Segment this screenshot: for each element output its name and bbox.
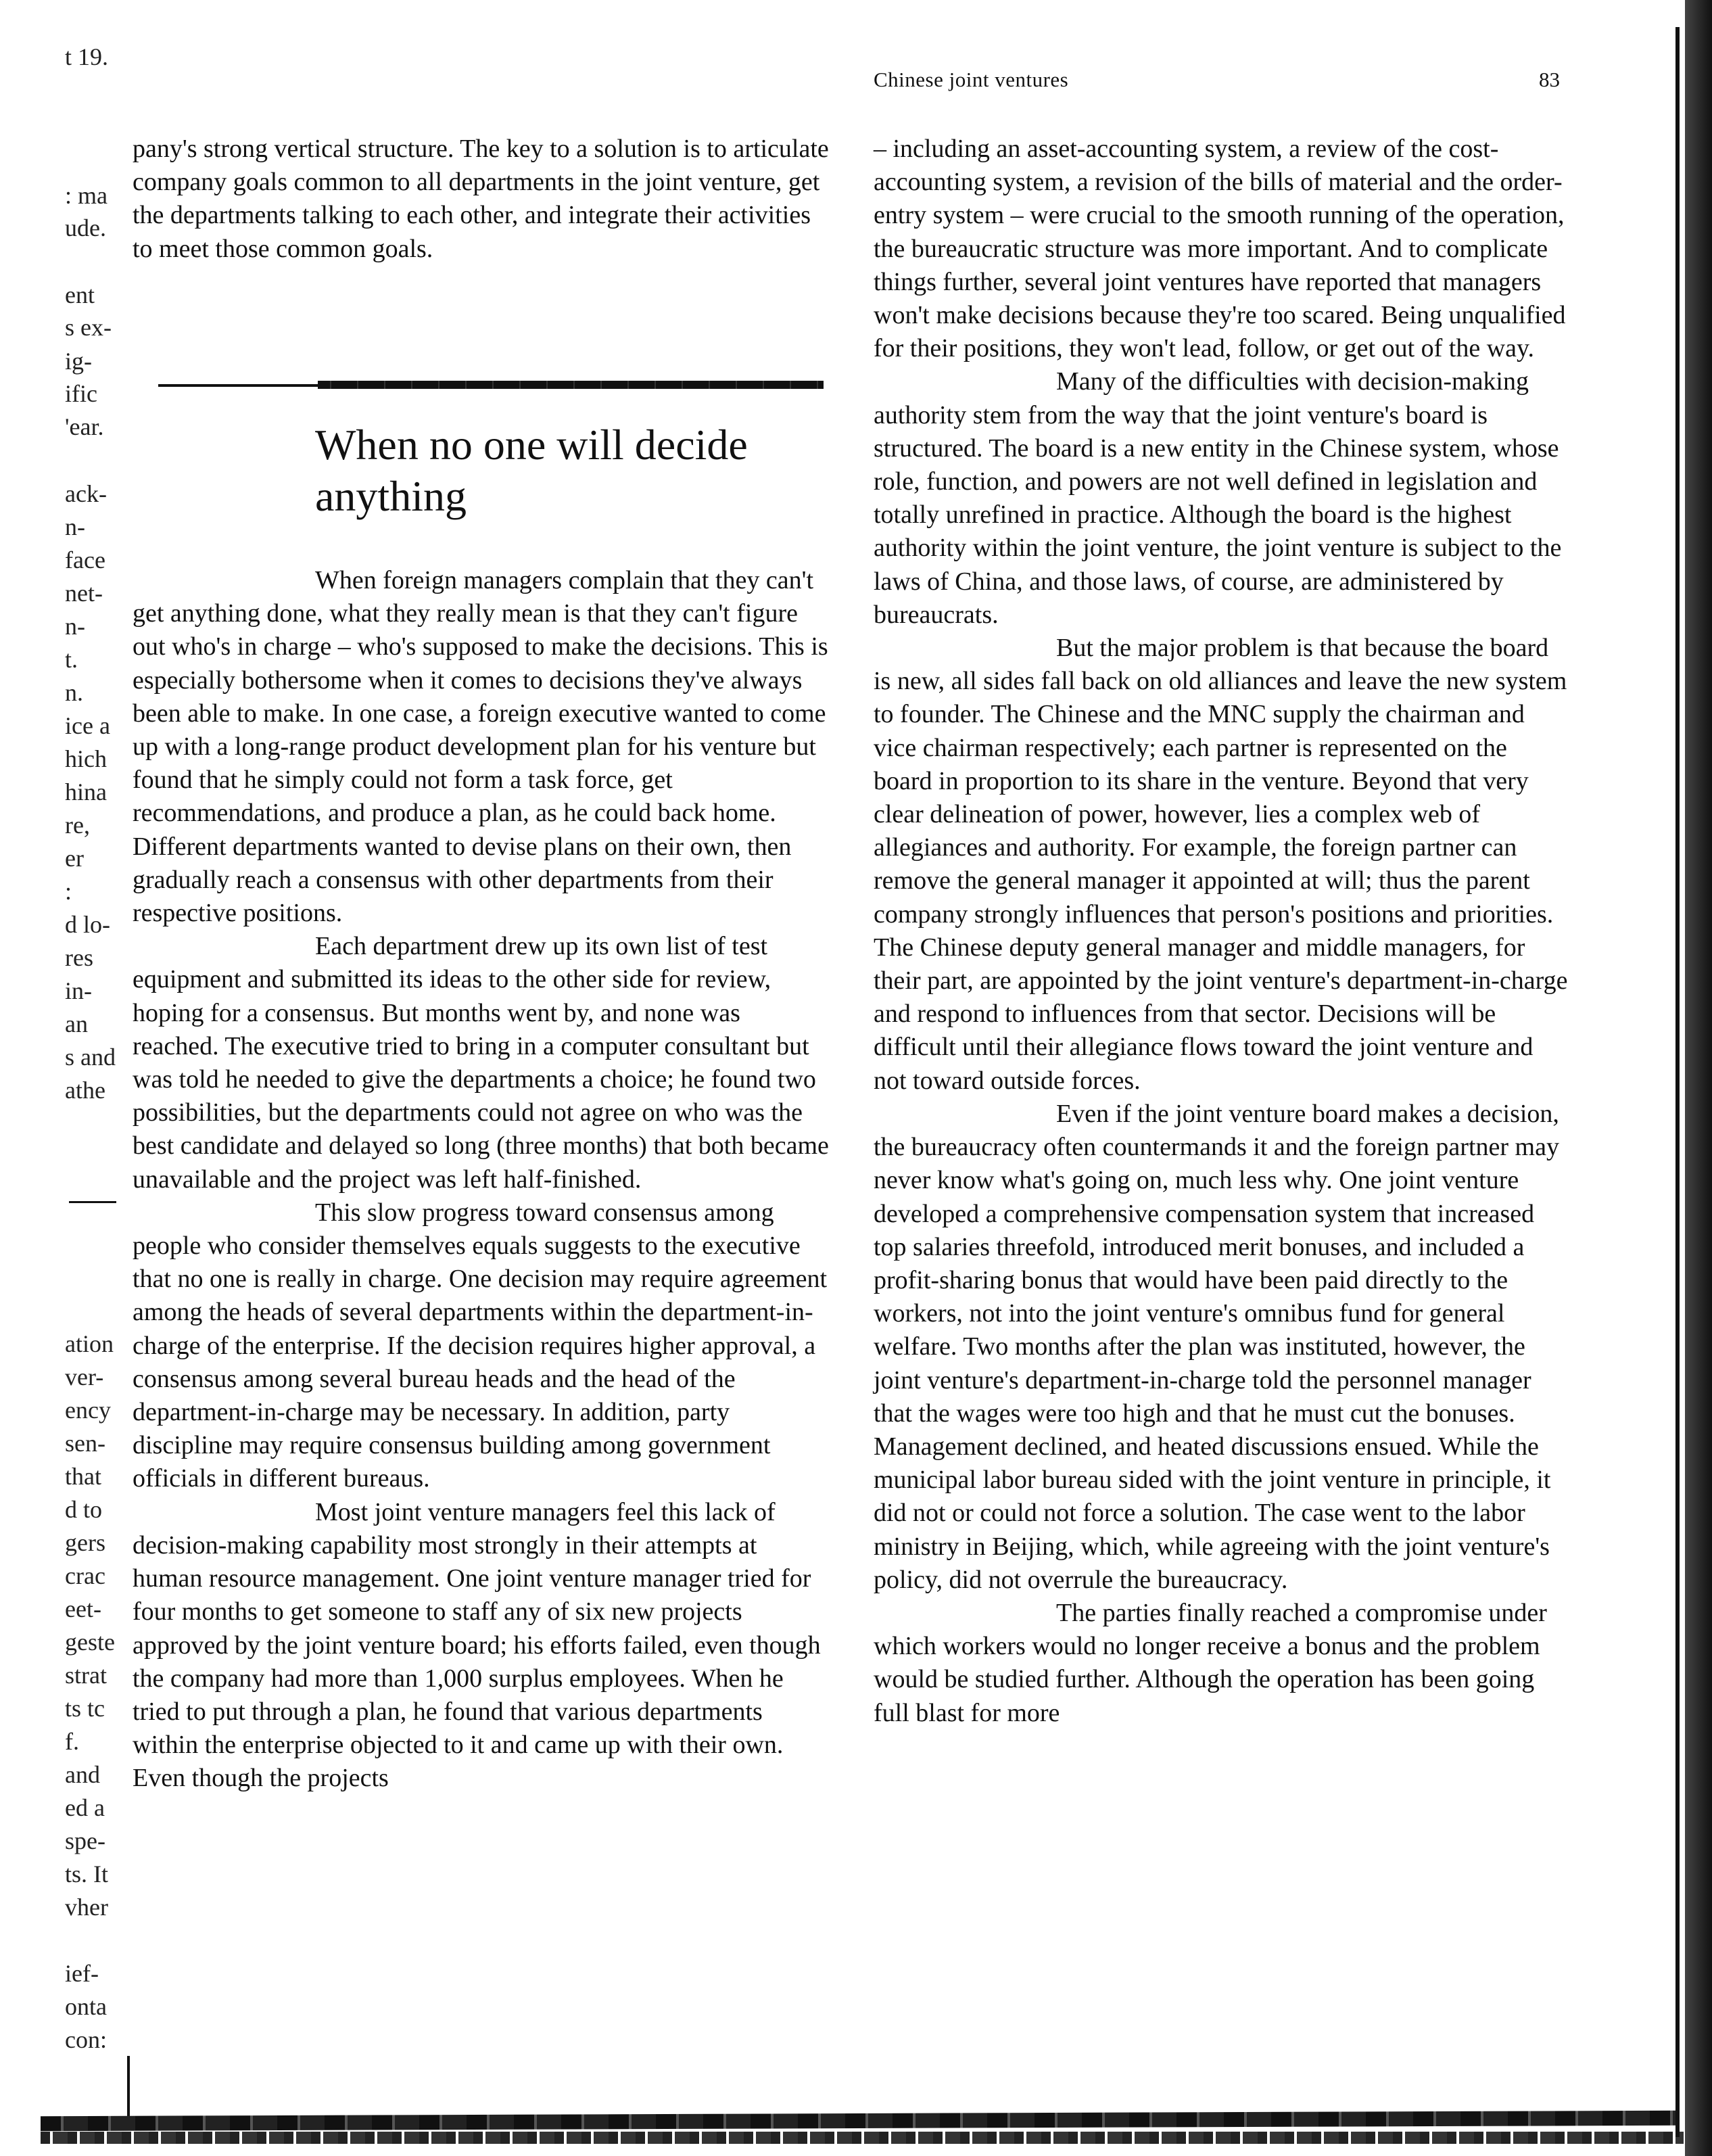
margin-fragment: net- xyxy=(65,580,103,607)
section-divider-bar xyxy=(318,381,824,389)
margin-fragment: ts tc xyxy=(65,1695,105,1722)
margin-fragment: and xyxy=(65,1761,100,1788)
margin-fragment: f. xyxy=(65,1728,79,1755)
margin-fragment: ude. xyxy=(65,214,106,241)
right-paragraph: But the major problem is that because the board is new, all sides fall back on old alliances and leave the new system to founder. The Chinese and the MNC supply the chairman and vice chairman respectively; each partner is represented on the board in proportion to its share in the venture. Beyond that very clear delineation of power, however, lies a complex web of allegiances and authority. For example, the foreign partner can remove the general manager it appointed at will; thus the parent company strongly influences that person's positions and priorities. The Chinese deputy general manager and middle managers, for their part, are appointed by the joint venture's department-in-charge and respond to influences from that sector. Decisions will be difficult until their allegiance flows toward the joint venture and not toward outside forces. xyxy=(874,634,1568,1095)
section-heading: When no one will decide anything xyxy=(315,421,748,520)
margin-fragment: re, xyxy=(65,812,90,839)
margin-fragment: ation xyxy=(65,1330,114,1357)
right-paragraph: The parties finally reached a compromise under which workers would no longer receive a bonus and the problem would be studied further. Although the operation has been going full blast for more xyxy=(874,1598,1547,1727)
margin-fragment: athe xyxy=(65,1077,105,1104)
margin-fragment: er xyxy=(65,845,84,872)
margin-fragment: ief- xyxy=(65,1960,99,1987)
margin-fragment: con: xyxy=(65,2026,107,2053)
margin-fragment: spe- xyxy=(65,1827,105,1854)
margin-fragment: d to xyxy=(65,1496,103,1523)
margin-fragment: geste xyxy=(65,1628,115,1656)
margin-fragment: gers xyxy=(65,1529,105,1556)
right-paragraph: Many of the difficulties with decision-making authority stem from the way that the joint venture's board is structured. The board is a new entity in the Chinese system, whose role, function, and powers are not well defined in legislation and totally unrefined in practice. Although the board is the highest authority within the joint venture, the joint venture is subject to the laws of China, and those laws, of course, are administered by bureaucrats. xyxy=(874,367,1562,629)
margin-fragment: n. xyxy=(65,679,83,706)
margin-fragment: : xyxy=(65,878,72,905)
margin-fragment: t 19. xyxy=(65,43,109,70)
page-number: 83 xyxy=(1539,68,1560,91)
margin-fragment: an xyxy=(65,1010,88,1037)
margin-fragment: ency xyxy=(65,1397,111,1424)
margin-fragment: : ma xyxy=(65,182,108,209)
left-paragraph: When foreign managers complain that they can't get anything done, what they really mean is that they can't figure out who's in charge – who's supposed to make the decisions. This is especially bothersome when it comes to decisions they've always been able to make. In one case, a foreign executive wanted to come up with a long-range product development plan for his venture but found that he simply could not form a task force, get recommendations, and produce a plan, as he could back home. Different departments wanted to devise plans on their own, then gradually reach a consensus with other departments from their respective positions. xyxy=(133,566,828,928)
margin-fragment: ice a xyxy=(65,712,110,739)
left-column-intro xyxy=(133,133,829,266)
right-paragraph: – including an asset-accounting system, a review of the cost-accounting system, a revision of the bills of material and the order-entry system – were crucial to the smooth running of the operation, the bureaucratic structure was more important. And to complicate things further, several joint ventures have reported that managers won't make decisions because they're too scared. Being unqualified for their positions, they won't lead, follow, or get out of the way. xyxy=(874,135,1566,363)
margin-fragment: sen- xyxy=(65,1430,105,1457)
margin-fragment: ack- xyxy=(65,480,107,507)
margin-fragment: onta xyxy=(65,1993,107,2020)
left-column-body xyxy=(133,564,829,1796)
margin-short-rule xyxy=(69,1201,116,1203)
right-column-body xyxy=(874,133,1570,1730)
scan-right-edge-line xyxy=(1675,27,1680,2137)
margin-fragment: vher xyxy=(65,1894,108,1921)
intro-paragraph: pany's strong vertical structure. The key to a solution is to articulate company goals common to all departments in the joint venture, get the departments talking to each other, and integrate their activities to meet those common goals. xyxy=(133,135,829,263)
margin-fragment: strat xyxy=(65,1662,107,1689)
binding-mark xyxy=(127,2056,130,2117)
margin-fragment: d lo- xyxy=(65,911,110,938)
margin-fragment: ver- xyxy=(65,1363,104,1390)
margin-fragment: face xyxy=(65,546,105,573)
margin-fragment: hich xyxy=(65,745,107,772)
margin-fragment: ts. It xyxy=(65,1860,109,1888)
left-paragraph: Most joint venture managers feel this lack of decision-making capability most strongly in their attempts at human resource management. One joint venture manager tried for four months to get someone to staff any of six new projects approved by the joint venture board; his efforts failed, even though the company had more than 1,000 surplus employees. When he tried to put through a plan, he found that various departments within the enterprise objected to it and came up with their own. Even though the projects xyxy=(133,1497,821,1793)
margin-fragment: crac xyxy=(65,1562,105,1589)
scan-right-edge-shadow xyxy=(1685,0,1712,2156)
margin-fragment: t. xyxy=(65,646,78,673)
margin-fragment: eet- xyxy=(65,1595,101,1622)
running-header-title: Chinese joint ventures xyxy=(874,68,1069,91)
margin-fragment: hina xyxy=(65,778,107,805)
margin-fragment: 'ear. xyxy=(65,413,104,440)
margin-fragment: n- xyxy=(65,513,85,540)
margin-fragment: ig- xyxy=(65,348,92,375)
margin-fragment: s ex- xyxy=(65,314,112,341)
left-paragraph: Each department drew up its own list of test equipment and submitted its ideas to the other side for review, hoping for a consensus. But months went by, and none was reached. The executive tried to bring in a computer consultant but was told he needed to give the departments a choice; he found two possibilities, but the departments could not agree on who was the best candidate and delayed so long (three months) that both became unavailable and the project was left half-finished. xyxy=(133,932,829,1194)
margin-fragment: ific xyxy=(65,380,97,407)
margin-fragment: n- xyxy=(65,613,85,640)
margin-fragment: in- xyxy=(65,977,92,1004)
scan-bottom-edge xyxy=(41,2111,1677,2131)
left-paragraph: This slow progress toward consensus among people who consider themselves equals suggests to the executive that no one is really in charge. One decision may require agreement among the heads of several departments within the department-in-charge of the enterprise. If the decision requires higher approval, a consensus among several bureau heads and the head of the department-in-charge may be necessary. In addition, party discipline may require consensus building among government officials in different bureaus. xyxy=(133,1198,828,1493)
right-paragraph: Even if the joint venture board makes a decision, the bureaucracy often countermands it and the foreign partner may never know what's going on, much less why. One joint venture developed a comprehensive compensation system that increased top salaries threefold, introduced merit bonuses, and included a profit-sharing bonus that would have been paid directly to the workers, not into the joint venture's omnibus fund for general welfare. Two months after the plan was instituted, however, the joint venture's department-in-charge told the personnel manager that the wages were too high and that he must cut the bonuses. Management declined, and heated discussions ensued. While the municipal labor bureau sided with the joint venture in principle, it did not or could not force a solution. The case went to the labor ministry in Beijing, which, while agreeing with the joint venture's policy, did not overrule the bureaucracy. xyxy=(874,1099,1559,1594)
margin-fragment: res xyxy=(65,944,93,971)
margin-fragment: that xyxy=(65,1463,101,1490)
margin-fragment: s and xyxy=(65,1044,116,1071)
scan-bottom-edge-shadow xyxy=(41,2132,1684,2144)
margin-fragment: ent xyxy=(65,281,95,308)
margin-fragment: ed a xyxy=(65,1794,105,1821)
